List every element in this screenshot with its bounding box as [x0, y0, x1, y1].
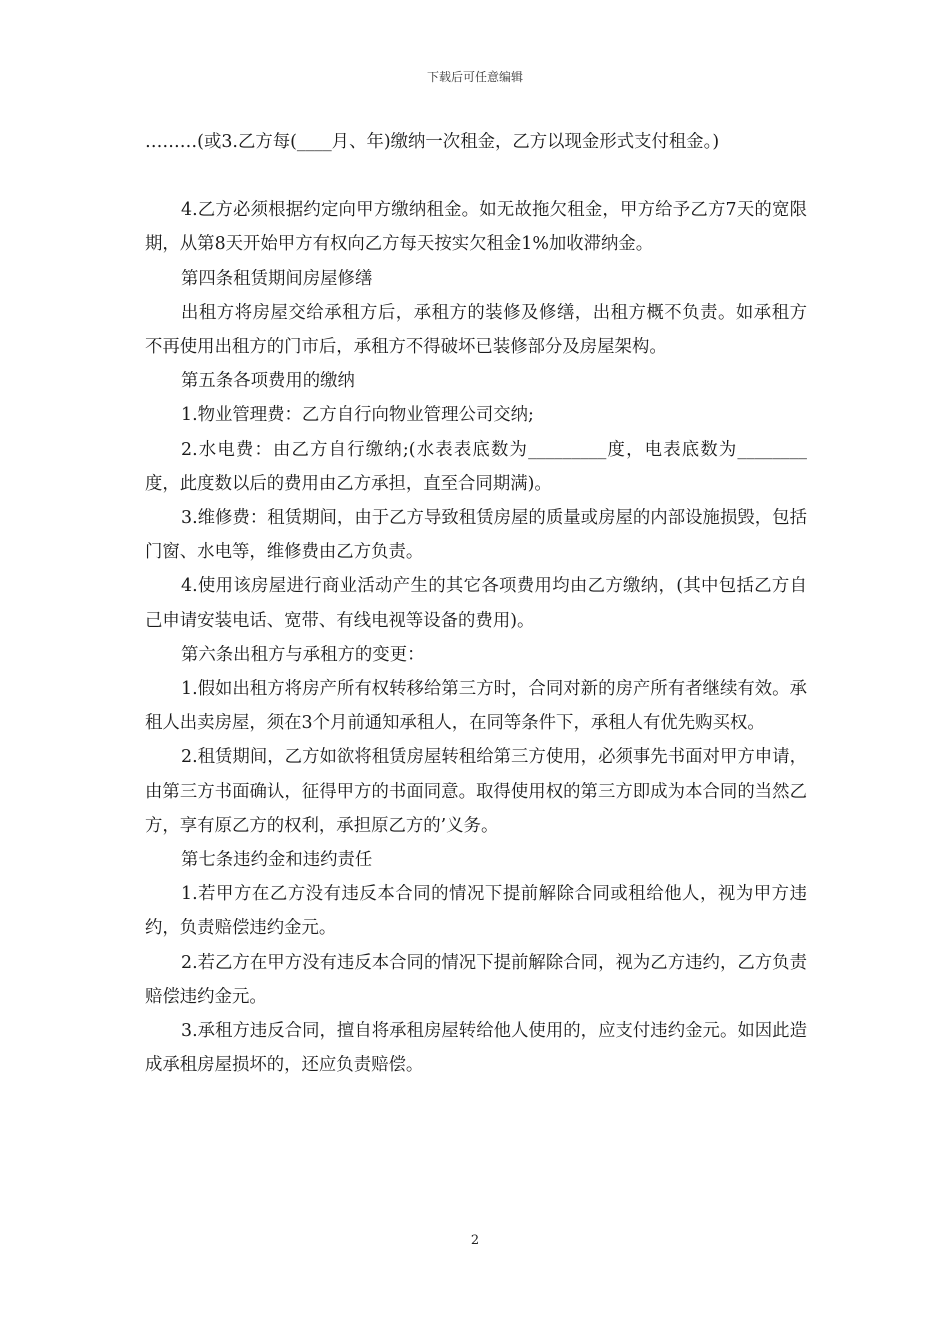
paragraph-repairs: 出租方将房屋交给承租方后，承租方的装修及修缮，出租方概不负责。如承租方不再使用出租方的门市后，承租方不得破坏已装修部分及房屋架构。	[145, 302, 807, 358]
paragraph-property-fee: 1.物业管理费：乙方自行向物业管理公司交纳;	[181, 405, 534, 426]
paragraph-tenant-breach: 2.若乙方在甲方没有违反本合同的情况下提前解除合同，视为乙方违约，乙方负责赔偿违约金元。	[145, 952, 807, 1007]
paragraph-other-fees: 4.使用该房屋进行商业活动产生的其它各项费用均由乙方缴纳，(其中包括乙方自己申请安装电话、宽带、有线电视等设备的费用)。	[145, 576, 807, 631]
section-heading-fees: 第五条各项费用的缴纳	[181, 371, 355, 392]
paragraph-gap	[145, 159, 807, 193]
paragraph-late-fee: 4.乙方必须根据约定向甲方缴纳租金。如无故拖欠租金，甲方给予乙方7天的宽限期，从第8天开始甲方有权向乙方每天按实欠租金1%加收滞纳金。	[145, 200, 807, 255]
paragraph-maintenance: 3.维修费：租赁期间，由于乙方导致租赁房屋的质量或房屋的内部设施损毁，包括门窗、水电等，维修费由乙方负责。	[145, 508, 807, 563]
paragraph-sublease: 2.租赁期间，乙方如欲将租赁房屋转租给第三方使用，必须事先书面对甲方申请，由第三方书面确认，征得甲方的书面同意。取得使用权的第三方即成为本合同的当然乙方，享有原乙方的权利，承担原乙方的’义务。	[145, 747, 807, 836]
paragraph-rent-payment-alt: ………(或3.乙方每(____月、年)缴纳一次租金，乙方以现金形式支付租金。)	[145, 132, 720, 152]
paragraph-utilities: 2.水电费：由乙方自行缴纳;(水表表底数为_________度，电表底数为________度，此度数以后的费用由乙方承担，直至合同期满)。	[145, 439, 807, 494]
paragraph-unauthorized-transfer: 3.承租方违反合同，擅自将承租房屋转给他人使用的，应支付违约金元。如因此造成承租房屋损坏的，还应负责赔偿。	[145, 1021, 807, 1076]
document-body	[145, 125, 807, 1082]
section-heading-repairs: 第四条租赁期间房屋修缮	[181, 268, 373, 289]
page-header: 下载后可任意编辑	[426, 70, 523, 84]
section-heading-penalties: 第七条违约金和违约责任	[181, 850, 373, 871]
section-heading-changes: 第六条出租方与承租方的变更：	[181, 644, 425, 665]
paragraph-ownership-transfer: 1.假如出租方将房产所有权转移给第三方时，合同对新的房产所有者继续有效。承租人出卖房屋，须在3个月前通知承租人，在同等条件下，承租人有优先购买权。	[145, 679, 807, 734]
paragraph-landlord-breach: 1.若甲方在乙方没有违反本合同的情况下提前解除合同或租给他人，视为甲方违约，负责赔偿违约金元。	[145, 884, 807, 939]
page-number: 2	[470, 1233, 480, 1248]
